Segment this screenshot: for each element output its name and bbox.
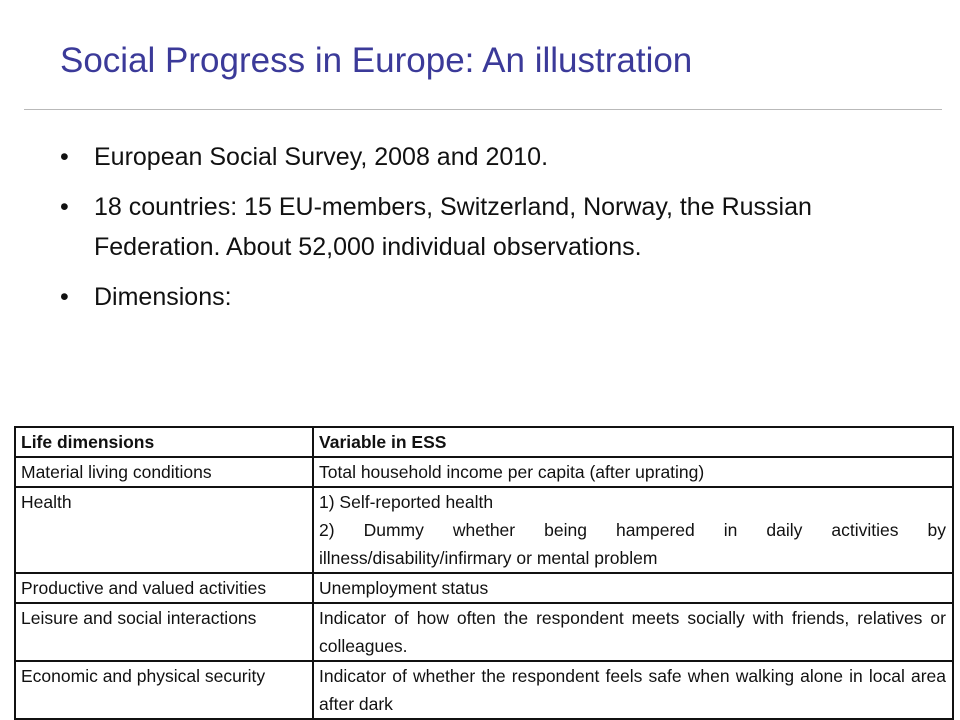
title-divider bbox=[24, 109, 942, 110]
table-cell-variable bbox=[313, 457, 953, 487]
table-cell-variable bbox=[313, 487, 953, 573]
variable-line: Indicator of whether the respondent feels safe when walking alone in local area after dark bbox=[319, 666, 946, 714]
variable-line: Total household income per capita (after uprating) bbox=[319, 462, 705, 482]
table-row bbox=[15, 573, 953, 603]
bullet-dot: • bbox=[60, 283, 69, 311]
bullet-dot: • bbox=[60, 143, 69, 171]
table-cell-variable bbox=[313, 661, 953, 719]
table-cell-dimension: Material living conditions bbox=[15, 457, 313, 487]
table-cell-dimension: Productive and valued activities bbox=[15, 573, 313, 603]
table-cell-dimension: Health bbox=[15, 487, 313, 573]
variable-line: Indicator of how often the respondent meets socially with friends, relatives or colleagues. bbox=[319, 608, 946, 656]
table-cell-dimension: Leisure and social interactions bbox=[15, 603, 313, 661]
bullet-item-countries bbox=[60, 187, 910, 267]
variable-line: 2) Dummy whether being hampered in daily activities by illness/disability/infirmary or mental problem bbox=[319, 520, 946, 568]
bullet-dot: • bbox=[60, 193, 69, 221]
bullet-text: European Social Survey, 2008 and 2010. bbox=[94, 143, 549, 171]
bullet-item-dimensions bbox=[60, 277, 910, 317]
bullet-list bbox=[60, 137, 910, 327]
table-row bbox=[15, 457, 953, 487]
table-header-row bbox=[15, 427, 953, 457]
table-cell-variable bbox=[313, 603, 953, 661]
table-header-dimension: Life dimensions bbox=[15, 427, 313, 457]
table-row bbox=[15, 603, 953, 661]
table-row bbox=[15, 661, 953, 719]
table-cell-variable bbox=[313, 573, 953, 603]
dimensions-table bbox=[14, 426, 954, 720]
table-header-variable: Variable in ESS bbox=[313, 427, 953, 457]
variable-line: Unemployment status bbox=[319, 578, 489, 598]
bullet-text: Dimensions: bbox=[94, 283, 232, 311]
slide-title: Social Progress in Europe: An illustration bbox=[60, 41, 693, 80]
table-cell-dimension: Economic and physical security bbox=[15, 661, 313, 719]
bullet-item-survey bbox=[60, 137, 910, 177]
bullet-text: 18 countries: 15 EU-members, Switzerland, Norway, the Russian Federation. About 52,000 individual observations. bbox=[94, 193, 812, 261]
table-row bbox=[15, 487, 953, 573]
variable-line: 1) Self-reported health bbox=[319, 492, 494, 512]
